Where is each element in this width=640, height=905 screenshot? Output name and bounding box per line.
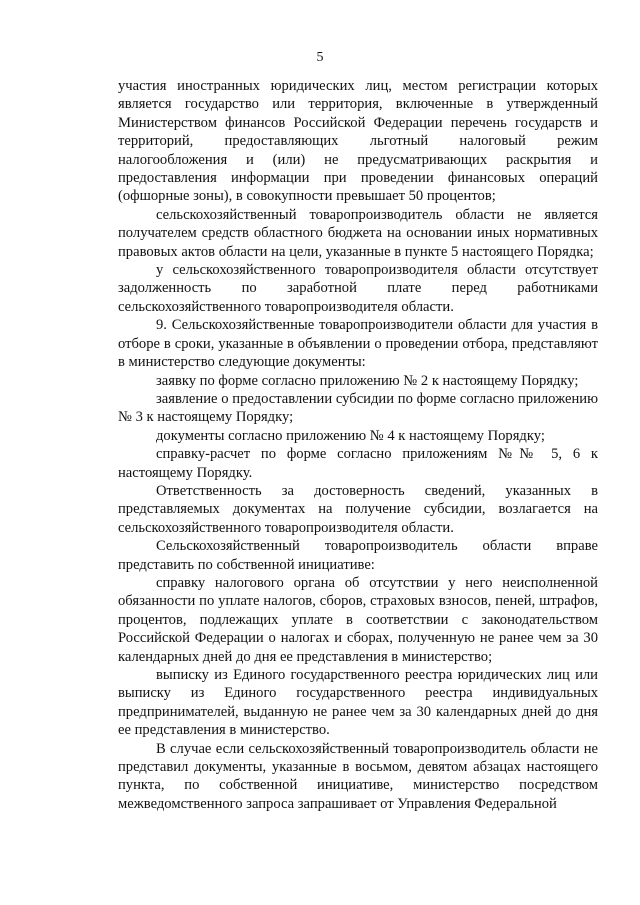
list-item-subsidy-statement: заявление о предоставлении субсидии по форме согласно приложению № 3 к настоящему Порядку; — [118, 390, 598, 426]
list-item-application: заявку по форме согласно приложению № 2 к настоящему Порядку; — [156, 372, 579, 389]
list-item-tax-certificate: справку налогового органа об отсутствии у него неисполненной обязанности по уплате налогов, сборов, страховых взносов, пеней, штрафов, процентов, подлежащих уплате в соответствии с законодательством Российской Федерации о налогах и сборах, полученную не ранее чем за 30 календарных дней до дня ее представления в министерство; — [118, 574, 598, 665]
paragraph-no-wage-debt: у сельскохозяйственного товаропроизводителя области отсутствует задолженность по заработной плате перед работниками сельскохозяйственного товаропроизводителя области. — [118, 262, 598, 315]
paragraph-responsibility: Ответственность за достоверность сведений, указанных в представляемых документах на получение субсидии, возлагается на сельскохозяйственного товаропроизводителя области. — [118, 482, 598, 536]
paragraph-interagency-request: В случае если сельскохозяйственный товаропроизводитель области не представил документы, указанные в восьмом, девятом абзацах настоящего пункта, по собственной инициативе, министерство посредством межведомственного запроса запрашивает от Управления Федеральной — [118, 740, 598, 812]
list-item-documents: документы согласно приложению № 4 к настоящему Порядку; — [156, 427, 545, 444]
list-item-registry-extract: выписку из Единого государственного реестра юридических лиц или выписку из Единого государственного реестра индивидуальных предпринимателей, выданную не ранее чем за 30 календарных дней до дня ее представления в министерство. — [118, 667, 598, 739]
document-body — [118, 77, 598, 813]
paragraph-own-initiative: Сельскохозяйственный товаропроизводитель области вправе представить по собственной инициативе: — [118, 538, 598, 573]
page-number: 5 — [316, 50, 324, 65]
paragraph-not-recipient: сельскохозяйственный товаропроизводитель области не является получателем средств областного бюджета на основании иных нормативных правовых актов области на цели, указанные в пункте 5 настоящего Порядка; — [118, 206, 598, 260]
paragraph-offshore-condition: участия иностранных юридических лиц, местом регистрации которых является государство или территория, включенные в утвержденный Министерством финансов Российской Федерации перечень государств и территорий, предоставляющих льготный налоговый режим налогообложения и (или) не предусматривающих раскрытия и предоставления информации при проведении финансовых операций (офшорные зоны), в совокупности превышает 50 процентов; — [118, 78, 598, 205]
list-item-calculation: справку-расчет по форме согласно приложениям №№ 5, 6 к настоящему Порядку. — [118, 446, 598, 481]
paragraph-item-9: 9. Сельскохозяйственные товаропроизводители области для участия в отборе в сроки, указанные в объявлении о проведении отбора, представляют в министерство следующие документы: — [118, 317, 598, 371]
